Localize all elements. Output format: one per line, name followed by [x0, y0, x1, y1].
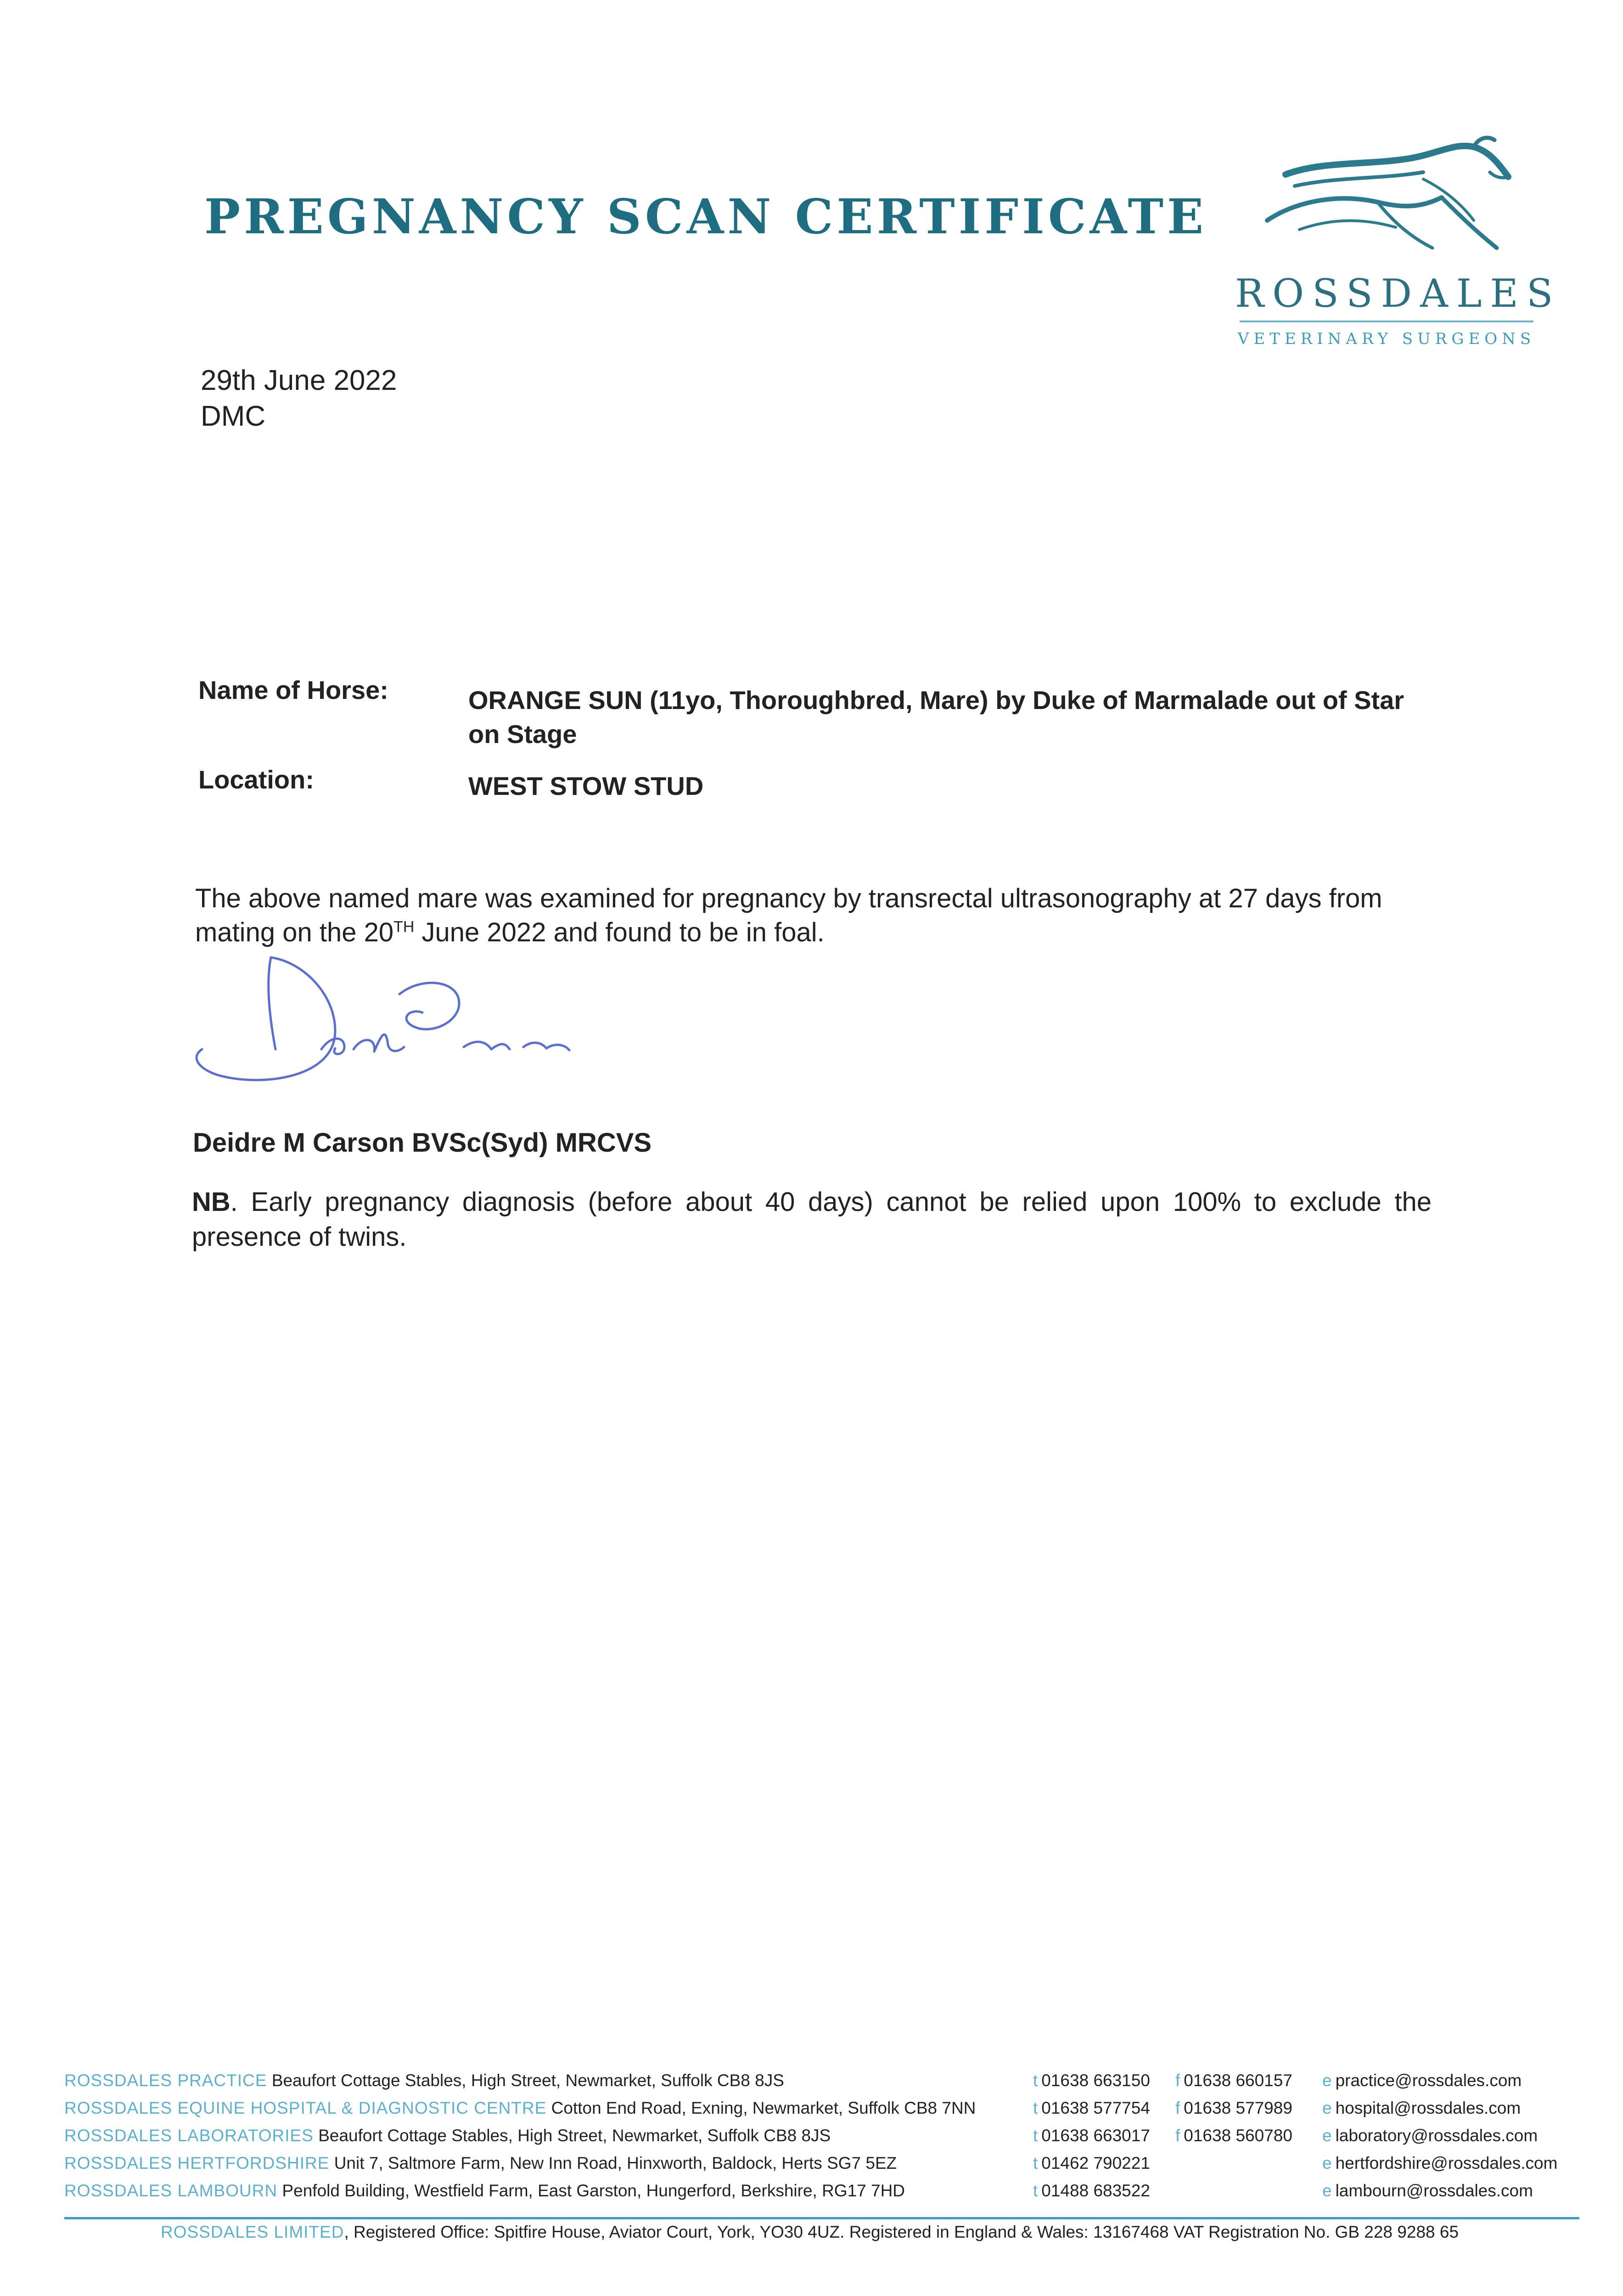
registered-office-text: , Registered Office: Spitfire House, Aviator Court, York, YO30 4UZ. Registered in England & Wales: 13167468 VAT Registration No. GB 228 9288 65 [344, 2223, 1459, 2241]
email-key: e [1322, 2126, 1332, 2145]
footer-office-row [64, 2154, 897, 2181]
phone-key: t [1033, 2126, 1038, 2145]
office-name: ROSSDALES EQUINE HOSPITAL & DIAGNOSTIC CENTRE [64, 2099, 547, 2117]
footer [64, 2071, 1579, 2255]
office-fax: f 01638 660157 [1175, 2071, 1292, 2090]
email-key: e [1322, 2154, 1332, 2172]
statement-superscript: TH [393, 918, 415, 936]
email-key: e [1322, 2071, 1332, 2090]
office-address: Beaufort Cottage Stables, High Street, Newmarket, Suffolk CB8 8JS [271, 2071, 784, 2090]
phone-key: t [1033, 2071, 1038, 2090]
fax-key: f [1175, 2099, 1180, 2117]
location-value: WEST STOW STUD [468, 771, 704, 800]
office-email: e hertfordshire@rossdales.com [1322, 2154, 1558, 2172]
office-phone: t 01462 790221 [1033, 2154, 1150, 2172]
office-address: Penfold Building, Westfield Farm, East Garston, Hungerford, Berkshire, RG17 7HD [282, 2181, 905, 2200]
footer-office-row [64, 2099, 976, 2126]
office-name: ROSSDALES LABORATORIES [64, 2126, 314, 2145]
note-text: . Early pregnancy diagnosis (before about 40 days) cannot be relied upon 100% to exclude the presence of twins. [192, 1187, 1432, 1252]
office-address: Cotton End Road, Exning, Newmarket, Suffolk CB8 7NN [551, 2099, 976, 2117]
office-phone: t 01638 663150 [1033, 2071, 1150, 2090]
rossdales-logo [1235, 133, 1561, 363]
registered-office-line [161, 2223, 1459, 2242]
twins-note [192, 1185, 1432, 1255]
statement-text-start: The above named mare was examined for pregnancy by transrectal ultrasonography at 27 days from mating on the 20 [195, 884, 1382, 947]
fax-key: f [1175, 2126, 1180, 2145]
office-phone: t 01638 577754 [1033, 2099, 1150, 2117]
phone-key: t [1033, 2154, 1038, 2172]
office-address: Unit 7, Saltmore Farm, New Inn Road, Hinxworth, Baldock, Herts SG7 5EZ [334, 2154, 897, 2172]
office-fax: f 01638 560780 [1175, 2126, 1292, 2145]
certificate-date: 29th June 2022 [201, 365, 397, 396]
office-email: e laboratory@rossdales.com [1322, 2126, 1538, 2145]
office-name: ROSSDALES LAMBOURN [64, 2181, 278, 2200]
signer-name: Deidre M Carson BVSc(Syd) MRCVS [193, 1128, 652, 1158]
email-key: e [1322, 2181, 1332, 2200]
logo-name: ROSSDALES [1235, 271, 1561, 316]
office-name: ROSSDALES PRACTICE [64, 2071, 267, 2090]
location-label: Location: [198, 765, 314, 794]
company-name: ROSSDALES LIMITED [161, 2223, 344, 2241]
certificate-title: PREGNANCY SCAN CERTIFICATE [204, 188, 1207, 245]
phone-key: t [1033, 2099, 1038, 2117]
office-email: e hospital@rossdales.com [1322, 2099, 1521, 2117]
examination-statement [195, 882, 1435, 950]
logo-subtitle: VETERINARY SURGEONS [1237, 330, 1536, 348]
footer-office-row [64, 2126, 831, 2154]
footer-office-row [64, 2181, 905, 2209]
note-label: NB [192, 1187, 230, 1217]
office-email: e lambourn@rossdales.com [1322, 2181, 1533, 2200]
statement-text-end: June 2022 and found to be in foal. [414, 917, 825, 947]
office-phone: t 01488 683522 [1033, 2181, 1150, 2200]
handwritten-signature [184, 944, 666, 1100]
fax-key: f [1175, 2071, 1180, 2090]
office-phone: t 01638 663017 [1033, 2126, 1150, 2145]
office-fax: f 01638 577989 [1175, 2099, 1292, 2117]
horse-logo-icon [1258, 133, 1515, 271]
signature-graphic [184, 944, 666, 1100]
office-name: ROSSDALES HERTFORDSHIRE [64, 2154, 330, 2172]
vet-reference: DMC [201, 400, 266, 432]
email-key: e [1322, 2099, 1332, 2117]
phone-key: t [1033, 2181, 1038, 2200]
office-email: e practice@rossdales.com [1322, 2071, 1522, 2090]
certificate-meta [201, 363, 397, 434]
footer-office-row [64, 2071, 784, 2099]
horse-name-value: ORANGE SUN (11yo, Thoroughbred, Mare) by Duke of Marmalade out of Star on Stage [468, 686, 1404, 748]
horse-name-label: Name of Horse: [198, 675, 388, 704]
office-address: Beaufort Cottage Stables, High Street, Newmarket, Suffolk CB8 8JS [318, 2126, 831, 2145]
logo-divider [1240, 321, 1533, 322]
footer-divider [64, 2217, 1579, 2219]
